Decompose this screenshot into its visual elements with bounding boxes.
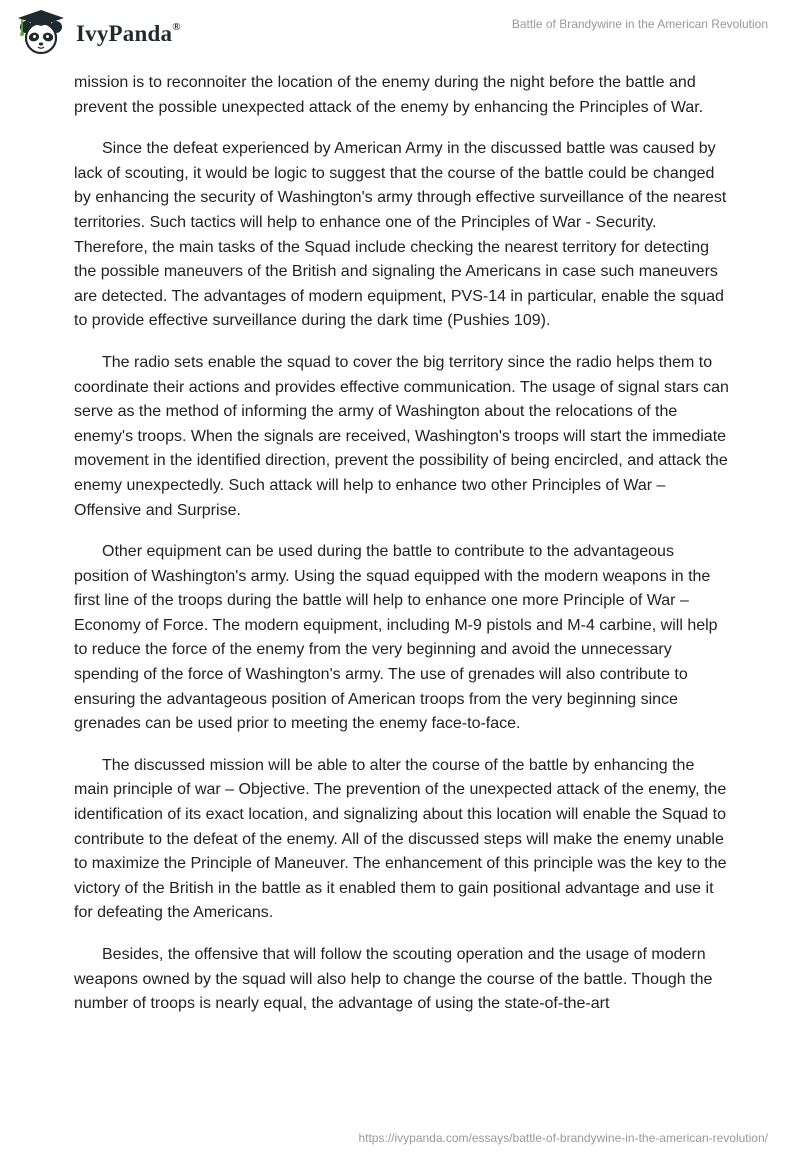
paragraph: Since the defeat experienced by American Army in the discussed battle was caused by lack of scouting, it would be logic to suggest that the course of the battle could be changed by enhancing the security of Washington's army through effective surveillance of the nearest territories. Such tactics will help to enhance one of the Principles of War - Security. Therefore, the main tasks of the Squad include checking the nearest territory for detecting the possible maneuvers of the British and signaling the Americans in case such maneuvers are detected. The advantages of modern equipment, PVS-14 in particular, enable the squad to provide effective surveillance during the dark time (Pushies 109). [74,140,727,330]
document-title: Battle of Brandywine in the American Revolution [511,17,768,31]
paragraph: The radio sets enable the squad to cover the big territory since the radio helps them to coordinate their actions and provides effective communication. The usage of signal stars can serve as the method of informing the army of Washington about the relocations of the enemy's troops. When the signals are received, Washington's troops will start the immediate movement in the identified direction, prevent the possibility of being encircled, and attack the enemy unexpectedly. Such attack will help to enhance two other Principles of War – Offensive and Surprise. [74,353,729,519]
paragraph: mission is to reconnoiter the location of the enemy during the night before the battle and prevent the possible unexpected attack of the enemy by enhancing the Principles of War. [74,74,704,116]
brand-name[interactable]: IvyPanda® [76,21,181,46]
page-header [0,0,800,70]
paragraph: The discussed mission will be able to alter the course of the battle by enhancing the main principle of war – Objective. The prevention of the unexpected attack of the enemy, the identification of its exact location, and signalizing about this location will enable the Squad to contribute to the defeat of the enemy. All of the discussed steps will make the enemy unable to maximize the Principle of Maneuver. The enhancement of this principle was the key to the victory of the British in the battle as it enabled them to gain positional advantage and use it for defeating the Americans. [74,756,727,922]
source-url[interactable]: https://ivypanda.com/essays/battle-of-brandywine-in-the-american-revolution/ [358,1131,768,1145]
essay-body [74,71,730,1034]
panda-graduation-cap-icon[interactable] [14,8,70,56]
paragraph: Other equipment can be used during the battle to contribute to the advantageous position of Washington's army. Using the squad equipped with the modern weapons in the first line of the troops during the battle will help to enhance one more Principle of War – Economy of Force. The modern equipment, including M-9 pistols and M-4 carbine, will help to reduce the force of the enemy from the very beginning and avoid the unnecessary spending of the force of Washington's army. The use of grenades will also contribute to ensuring the advantageous position of American troops from the very beginning since grenades can be used prior to meeting the enemy face-to-face. [74,543,718,733]
paragraph: Besides, the offensive that will follow the scouting operation and the usage of modern weapons owned by the squad will also help to change the course of the battle. Though the number of troops is nearly equal, the advantage of using the state-of-the-art [74,946,713,1013]
